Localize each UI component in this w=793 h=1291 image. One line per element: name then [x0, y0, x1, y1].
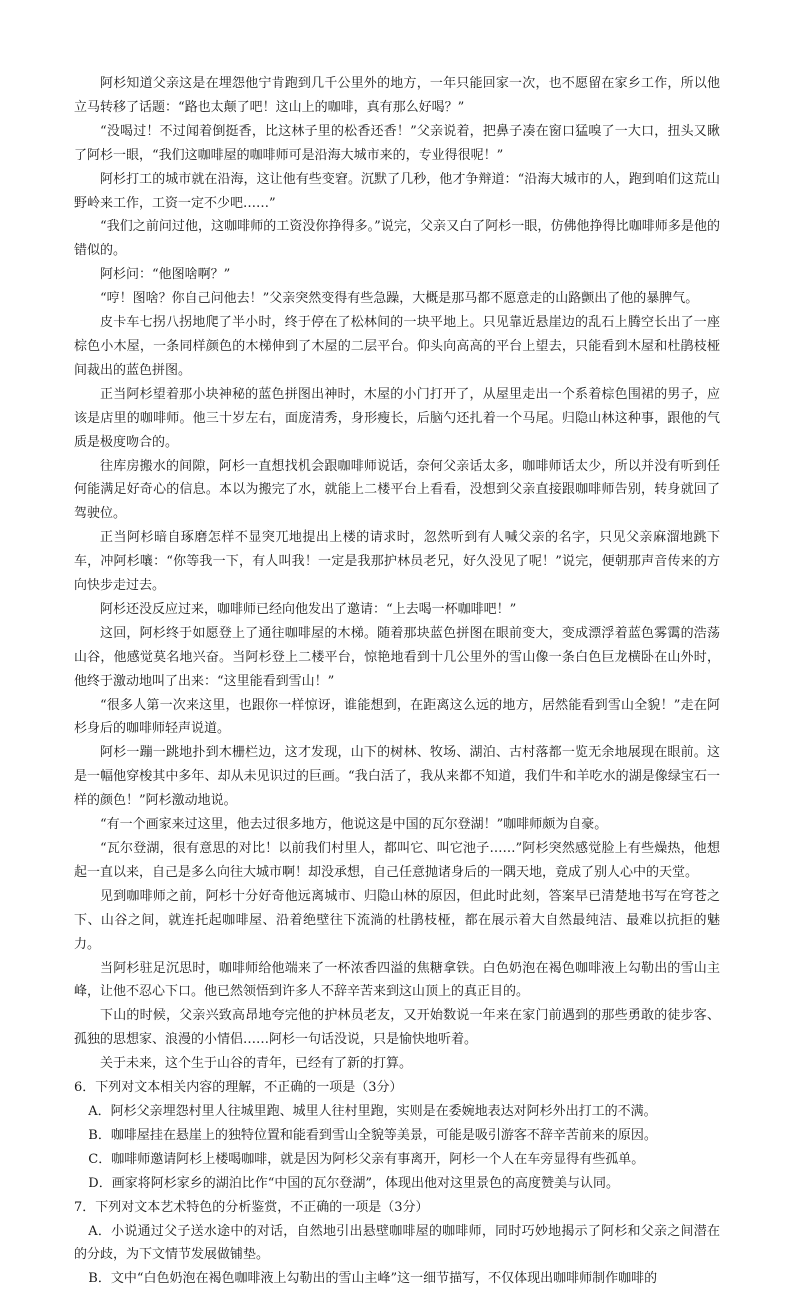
- story-paragraph: 这回，阿杉终于如愿登上了通往咖啡屋的木梯。随着那块蓝色拼图在眼前变大，变成漂浮着蓝色雾霭的浩荡山谷，他感觉莫名地兴奋。当阿杉登上二楼平台，惊艳地看到十几公里外的雪山像一条白色巨龙横卧在山外时，他终于激动地叫了出来：“这里能看到雪山！”: [74, 625, 720, 689]
- story-paragraph: “哼！图啥？你自己问他去！”父亲突然变得有些急躁，大概是那马都不愿意走的山路颤出了他的暴脾气。: [100, 291, 699, 307]
- story-paragraph: “有一个画家来过这里，他去过很多地方，他说这是中国的瓦尔登湖！”咖啡师颇为自豪。: [100, 817, 608, 833]
- story-paragraph: 阿杉知道父亲这是在埋怨他宁肯跑到几千公里外的地方，一年只能回家一次，也不愿留在家乡工作，所以他立马转移了话题：“路也太颠了吧！这山上的咖啡，真有那么好喝？”: [74, 76, 720, 115]
- story-paragraph: 见到咖啡师之前，阿杉十分好奇他远离城市、归隐山林的原因，但此时此刻，答案早已清楚地书写在穹苍之下、山谷之间，就连托起咖啡屋、沿着绝壁往下流淌的杜鹃枝桠，都在展示着大自然最纯洁、最难以抗拒的魅力。: [74, 888, 720, 952]
- answer-option-c: C．咖啡师邀请阿杉上楼喝咖啡，就是因为阿杉父亲有事离开，阿杉一个人在车旁显得有些孤单。: [88, 1151, 645, 1167]
- question-stem: 6．下列对文本相关内容的理解，不正确的一项是（3分）: [74, 1080, 403, 1096]
- story-paragraph: “很多人第一次来这里，也跟你一样惊讶，谁能想到，在距离这么远的地方，居然能看到雪山全貌！”走在阿杉身后的咖啡师轻声说道。: [74, 697, 720, 737]
- answer-option-b: B．文中“白色奶泡在褐色咖啡液上勾勒出的雪山主峰”这一细节描写，不仅体现出咖啡师制作咖啡的: [88, 1271, 658, 1287]
- story-paragraph: 皮卡车七拐八拐地爬了半小时，终于停在了松林间的一块平地上。只见靠近悬崖边的乱石上腾空长出了一座棕色小木屋，一条同样颜色的木梯伸到了木屋的二层平台。仰头向高高的平台上望去，只能看到木屋和杜鹃枝桠间裁出的蓝色拼图。: [74, 315, 720, 378]
- story-paragraph: 正当阿杉望着那小块神秘的蓝色拼图出神时，木屋的小门打开了，从屋里走出一个系着棕色围裙的男子，应该是店里的咖啡师。他三十岁左右，面庞清秀，身形瘦长，后脑勺还扎着一个马尾。归隐山林这种事，跟他的气质是极度吻合的。: [74, 386, 720, 450]
- story-body: [74, 72, 720, 1076]
- story-paragraph: 阿杉打工的城市就在沿海，这让他有些变窘。沉默了几秒，他才争辩道：“沿海大城市的人，跑到咱们这荒山野岭来工作，工资一定不少吧……”: [74, 171, 720, 211]
- story-paragraph: “没喝过！不过闻着倒挺香，比这林子里的松香还香！”父亲说着，把鼻子凑在窗口猛嗅了一大口，扭头又瞅了阿杉一眼，“我们这咖啡屋的咖啡师可是沿海大城市来的，专业得很呢！”: [74, 123, 720, 163]
- story-paragraph: 当阿杉驻足沉思时，咖啡师给他端来了一杯浓香四溢的焦糖拿铁。白色奶泡在褐色咖啡液上勾勒出的雪山主峰，让他不忍心下口。他已然领悟到许多人不辞辛苦来到这山顶上的真正目的。: [74, 960, 720, 1000]
- story-paragraph: “我们之前问过他，这咖啡师的工资没你挣得多。”说完，父亲又白了阿杉一眼，仿佛他挣得比咖啡师多是他的错似的。: [74, 219, 720, 259]
- story-paragraph: 正当阿杉暗自琢磨怎样不显突兀地提出上楼的请求时，忽然听到有人喊父亲的名字，只见父亲麻溜地跳下车，冲阿杉嚷：“你等我一下，有人叫我！一定是我那护林员老兄，好久没见了呢！”说完，便朝那声音传来的方向快步走过去。: [74, 530, 720, 594]
- story-paragraph: 阿杉一蹦一跳地扑到木栅栏边，这才发现，山下的树林、牧场、湖泊、古村落都一览无余地展现在眼前。这是一幅他穿梭其中多年、却从未见识过的巨画。“我白活了，我从来都不知道，我们牛和羊吃水的湖是像绿宝石一样的颜色！”阿杉激动地说。: [74, 745, 720, 809]
- answer-option-a: A．小说通过父子送水途中的对话，自然地引出悬壁咖啡屋的咖啡师，同时巧妙地揭示了阿杉和父亲之间潜在的分歧，为下文情节发展做铺垫。: [74, 1223, 720, 1263]
- answer-option-b: B．咖啡屋挂在悬崖上的独特位置和能看到雪山全貌等美景，可能是吸引游客不辞辛苦前来的原因。: [88, 1127, 657, 1143]
- question-stem: 7．下列对文本艺术特色的分析鉴赏，不正确的一项是（3分）: [74, 1199, 429, 1215]
- question-6: [74, 1076, 720, 1196]
- question-7: [74, 1196, 720, 1291]
- story-paragraph: 关于未来，这个生于山谷的青年，已经有了新的打算。: [100, 1056, 413, 1072]
- story-paragraph: 下山的时候，父亲兴致高昂地夸完他的护林员老友，又开始数说一年来在家门前遇到的那些勇敢的徒步客、孤独的思想家、浪漫的小情侣……阿杉一句话没说，只是愉快地听着。: [74, 1008, 720, 1048]
- answer-option-d: D．画家将阿杉家乡的湖泊比作“中国的瓦尔登湖”，体现出他对这里景色的高度赞美与认同。: [88, 1175, 620, 1191]
- story-paragraph: 往库房搬水的间隙，阿杉一直想找机会跟咖啡师说话，奈何父亲话太多，咖啡师话太少，所以并没有听到任何能满足好奇心的信息。本以为搬完了水，就能上二楼平台上看看，没想到父亲直接跟咖啡师告别，转身就回了驾驶位。: [74, 458, 720, 522]
- story-paragraph: 阿杉问：“他图啥啊？”: [100, 267, 231, 283]
- story-paragraph: 阿杉还没反应过来，咖啡师已经向他发出了邀请：“上去喝一杯咖啡吧！”: [100, 601, 517, 617]
- answer-option-a: A．阿杉父亲埋怨村里人往城里跑、城里人往村里跑，实则是在委婉地表达对阿杉外出打工的不满。: [88, 1103, 657, 1119]
- story-paragraph: “瓦尔登湖，很有意思的对比！以前我们村里人，都叫它、叫它池子……”阿杉突然感觉脸上有些燥热，他想起一直以来，自己是多么向往大城市啊！却没承想，自己任意抛诸身后的一隅天地，竟成了别人心中的天堂。: [74, 841, 720, 880]
